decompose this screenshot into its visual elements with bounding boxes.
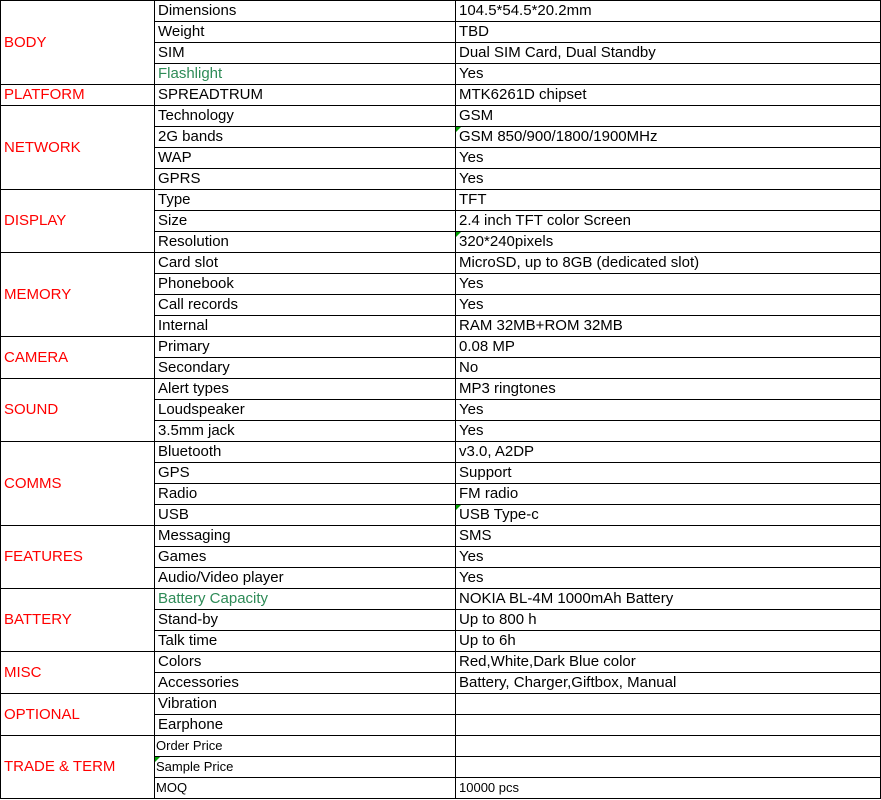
spec-value: Yes bbox=[456, 64, 881, 85]
table-row bbox=[1, 736, 881, 757]
spec-value bbox=[456, 757, 881, 778]
spec-label: 2G bands bbox=[155, 127, 456, 148]
spec-label: Battery Capacity bbox=[155, 589, 456, 610]
table-row bbox=[1, 253, 881, 274]
spec-label: Colors bbox=[155, 652, 456, 673]
spec-value: MTK6261D chipset bbox=[456, 85, 881, 106]
spec-label: Internal bbox=[155, 316, 456, 337]
spec-value: Yes bbox=[456, 169, 881, 190]
category-misc: MISC bbox=[1, 652, 155, 694]
table-row bbox=[1, 1, 881, 22]
category-network: NETWORK bbox=[1, 106, 155, 190]
spec-value: Battery, Charger,Giftbox, Manual bbox=[456, 673, 881, 694]
table-row bbox=[1, 85, 881, 106]
category-features: FEATURES bbox=[1, 526, 155, 589]
spec-label: Talk time bbox=[155, 631, 456, 652]
spec-value: 320*240pixels bbox=[456, 232, 881, 253]
category-display: DISPLAY bbox=[1, 190, 155, 253]
spec-value: Yes bbox=[456, 148, 881, 169]
spec-label: Messaging bbox=[155, 526, 456, 547]
spec-label: 3.5mm jack bbox=[155, 421, 456, 442]
spec-value: TBD bbox=[456, 22, 881, 43]
spec-label: Vibration bbox=[155, 694, 456, 715]
spec-value: Yes bbox=[456, 421, 881, 442]
spec-value: v3.0, A2DP bbox=[456, 442, 881, 463]
spec-value: Yes bbox=[456, 400, 881, 421]
spec-label: Technology bbox=[155, 106, 456, 127]
spec-label: Radio bbox=[155, 484, 456, 505]
spec-label: Alert types bbox=[155, 379, 456, 400]
spec-value: FM radio bbox=[456, 484, 881, 505]
category-sound: SOUND bbox=[1, 379, 155, 442]
spec-label: Flashlight bbox=[155, 64, 456, 85]
table-row bbox=[1, 106, 881, 127]
table-row bbox=[1, 589, 881, 610]
spec-value: TFT bbox=[456, 190, 881, 211]
spec-label: USB bbox=[155, 505, 456, 526]
spec-label: WAP bbox=[155, 148, 456, 169]
spec-label: Primary bbox=[155, 337, 456, 358]
spec-value: NOKIA BL-4M 1000mAh Battery bbox=[456, 589, 881, 610]
spec-value: Up to 6h bbox=[456, 631, 881, 652]
spec-value: RAM 32MB+ROM 32MB bbox=[456, 316, 881, 337]
spec-label: Size bbox=[155, 211, 456, 232]
spec-value bbox=[456, 715, 881, 736]
spec-value: SMS bbox=[456, 526, 881, 547]
spec-value: Up to 800 h bbox=[456, 610, 881, 631]
spec-label: Secondary bbox=[155, 358, 456, 379]
spec-value: MicroSD, up to 8GB (dedicated slot) bbox=[456, 253, 881, 274]
spec-value: MP3 ringtones bbox=[456, 379, 881, 400]
spec-value: 104.5*54.5*20.2mm bbox=[456, 1, 881, 22]
category-comms: COMMS bbox=[1, 442, 155, 526]
spec-label: Audio/Video player bbox=[155, 568, 456, 589]
category-platform: PLATFORM bbox=[1, 85, 155, 106]
spec-label: Resolution bbox=[155, 232, 456, 253]
table-row bbox=[1, 337, 881, 358]
table-row bbox=[1, 652, 881, 673]
spec-label: SPREADTRUM bbox=[155, 85, 456, 106]
spec-value: 10000 pcs bbox=[456, 778, 881, 799]
spec-label: GPS bbox=[155, 463, 456, 484]
spec-label: SIM bbox=[155, 43, 456, 64]
spec-value: No bbox=[456, 358, 881, 379]
category-body: BODY bbox=[1, 1, 155, 85]
category-battery: BATTERY bbox=[1, 589, 155, 652]
spec-label: Phonebook bbox=[155, 274, 456, 295]
spec-value: 0.08 MP bbox=[456, 337, 881, 358]
table-row bbox=[1, 694, 881, 715]
spec-value: Yes bbox=[456, 274, 881, 295]
spec-label: Earphone bbox=[155, 715, 456, 736]
table-row bbox=[1, 190, 881, 211]
spec-label: Loudspeaker bbox=[155, 400, 456, 421]
category-optional: OPTIONAL bbox=[1, 694, 155, 736]
spec-value bbox=[456, 694, 881, 715]
spec-label: MOQ bbox=[155, 778, 456, 799]
spec-label: Games bbox=[155, 547, 456, 568]
spec-label: Accessories bbox=[155, 673, 456, 694]
spec-value bbox=[456, 736, 881, 757]
spec-value: Yes bbox=[456, 547, 881, 568]
spec-label: Type bbox=[155, 190, 456, 211]
category-memory: MEMORY bbox=[1, 253, 155, 337]
category-camera: CAMERA bbox=[1, 337, 155, 379]
spec-label: Stand-by bbox=[155, 610, 456, 631]
spec-label: Card slot bbox=[155, 253, 456, 274]
spec-value: Yes bbox=[456, 568, 881, 589]
spec-value: Red,White,Dark Blue color bbox=[456, 652, 881, 673]
spec-label: Call records bbox=[155, 295, 456, 316]
spec-label: Sample Price bbox=[155, 757, 456, 778]
spec-value: 2.4 inch TFT color Screen bbox=[456, 211, 881, 232]
spec-label: Order Price bbox=[155, 736, 456, 757]
table-row bbox=[1, 442, 881, 463]
spec-label: Weight bbox=[155, 22, 456, 43]
spec-label: GPRS bbox=[155, 169, 456, 190]
spec-label: Dimensions bbox=[155, 1, 456, 22]
spec-value: GSM 850/900/1800/1900MHz bbox=[456, 127, 881, 148]
spec-value: Dual SIM Card, Dual Standby bbox=[456, 43, 881, 64]
spec-value: Support bbox=[456, 463, 881, 484]
category-trade-term: TRADE & TERM bbox=[1, 736, 155, 799]
spec-value: Yes bbox=[456, 295, 881, 316]
spec-value: USB Type-c bbox=[456, 505, 881, 526]
spec-value: GSM bbox=[456, 106, 881, 127]
table-row bbox=[1, 526, 881, 547]
table-row bbox=[1, 379, 881, 400]
spec-label: Bluetooth bbox=[155, 442, 456, 463]
